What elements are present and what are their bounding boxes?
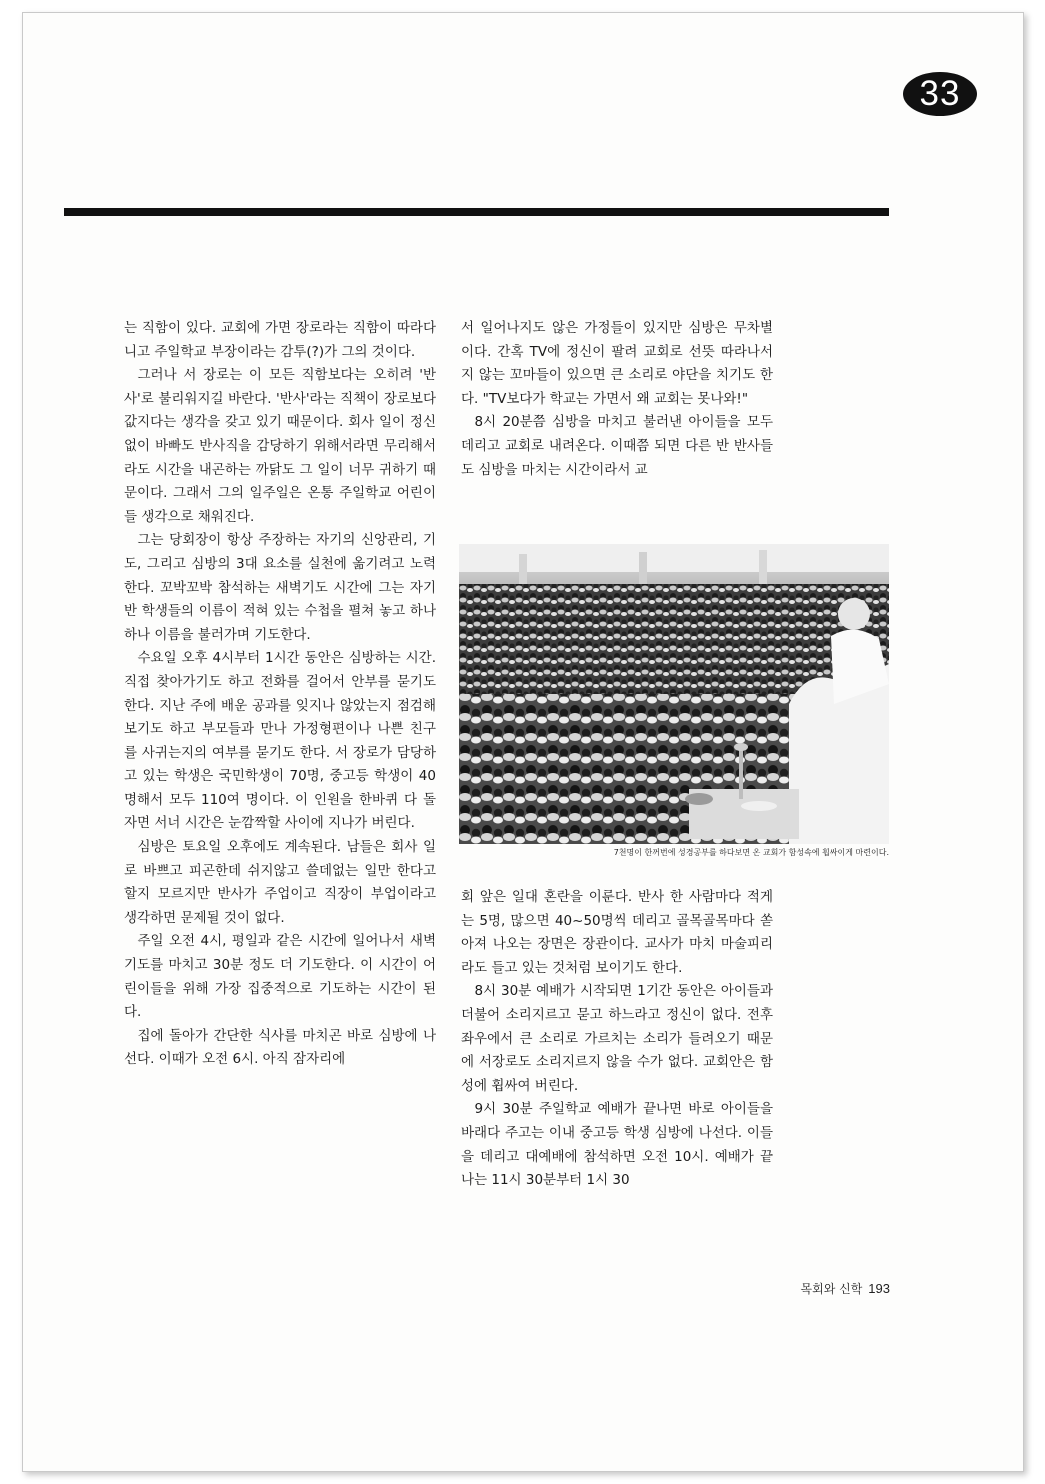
header-rule <box>64 208 889 216</box>
paragraph: 서 일어나지도 않은 가정들이 있지만 심방은 무차별이다. 간혹 TV에 정신이 팔려 교회로 선뜻 따라나서지 않는 꼬마들이 있으면 큰 소리로 야단을 치기도 한다. "TV보다가 학교는 가면서 왜 교회는 못나와!" <box>461 320 773 407</box>
paragraph: 심방은 토요일 오후에도 계속된다. 남들은 회사 일로 바쁘고 피곤한데 쉬지않고 쓸데없는 일만 한다고 할지 모르지만 반사가 주업이고 직장이 부업이라고 생각하면 문제될 것이 없다. <box>124 839 436 926</box>
paragraph: 수요일 오후 4시부터 1시간 동안은 심방하는 시간. 직접 찾아가기도 하고 전화를 걸어서 안부를 묻기도 한다. 지난 주에 배운 공과를 잊지나 않았는지 점검해 보기도 하고 부모들과 만나 가정형편이나 나쁜 친구를 사귀는지의 여부를 묻기도 한다. 서 장로가 담당하고 있는 학생은 국민학생이 70명, 중고등 학생이 40명해서 모두 110여 명이다. 이 인원을 한바퀴 다 돌자면 서너 시간은 눈깜짝할 사이에 지나가 버린다. <box>124 650 436 832</box>
publication-name: 목회와 신학 <box>800 1282 863 1296</box>
paragraph: 는 직함이 있다. 교회에 가면 장로라는 직함이 따라다니고 주일학교 부장이라는 감투(?)가 그의 것이다. <box>124 320 436 360</box>
right-text-column-top <box>461 317 773 482</box>
crowd-photo-image <box>459 544 889 844</box>
paragraph: 그러나 서 장로는 이 모든 직함보다는 오히려 '반사'로 불리워지길 바란다. '반사'라는 직책이 장로보다 값지다는 생각을 갖고 있기 때문이다. 회사 일이 정신없이 바빠도 반사직을 감당하기 위해서라면 무리해서라도 시간을 내곤하는 까닭도 그 일이 너무 귀하기 때문이다. 그래서 그의 일주일은 온통 주일학교 어린이들 생각으로 채워진다. <box>124 367 436 525</box>
left-text-column <box>124 317 436 1072</box>
page-footer <box>760 1280 890 1297</box>
page-number: 193 <box>868 1281 890 1296</box>
photo-caption: 7천명이 한꺼번에 성경공부를 하다보면 온 교회가 함성속에 휩싸이게 마련이다. <box>613 848 889 857</box>
crowd-photo <box>459 544 889 844</box>
paragraph: 회 앞은 일대 혼란을 이룬다. 반사 한 사람마다 적게는 5명, 많으면 40~50명씩 데리고 골목골목마다 쏟아져 나오는 장면은 장관이다. 교사가 마치 마술피리라도 들고 있는 것처럼 보이기도 한다. <box>461 889 773 976</box>
paragraph: 집에 돌아가 간단한 식사를 마치곤 바로 심방에 나선다. 이때가 오전 6시. 아직 잠자리에 <box>124 1027 436 1068</box>
paragraph: 8시 30분 예배가 시작되면 1기간 동안은 아이들과 더불어 소리지르고 묻고 하느라고 정신이 없다. 전후좌우에서 큰 소리로 가르치는 소리가 들려오기 때문에 서장로도 소리지르지 않을 수가 없다. 교회안은 함성에 휩싸여 버린다. <box>461 983 773 1094</box>
paragraph: 주일 오전 4시, 평일과 같은 시간에 일어나서 새벽기도를 마치고 30분 정도 더 기도한다. 이 시간이 어린이들을 위해 가장 집중적으로 기도하는 시간이 된다. <box>124 933 436 1021</box>
paragraph: 그는 당회장이 항상 주장하는 자기의 신앙관리, 기도, 그리고 심방의 3대 요소를 실천에 옮기려고 노력한다. 꼬박꼬박 참석하는 새벽기도 시간에 그는 자기 반 학생들의 이름이 적혀 있는 수첩을 펼쳐 놓고 하나하나 이름을 불러가며 기도한다. <box>124 532 436 643</box>
paragraph: 8시 20분쯤 심방을 마치고 불러낸 아이들을 모두 데리고 교회로 내려온다. 이때쯤 되면 다른 반 반사들도 심방을 마치는 시간이라서 교 <box>461 414 773 478</box>
section-number-badge: 33 <box>903 72 977 116</box>
paragraph: 9시 30분 주일학교 예배가 끝나면 바로 아이들을 바래다 주고는 이내 중고등 학생 심방에 나선다. 이들을 데리고 대예배에 참석하면 오전 10시. 예배가 끝나는 11시 30분부터 1시 30 <box>461 1101 773 1189</box>
right-text-column-bottom <box>461 886 773 1193</box>
